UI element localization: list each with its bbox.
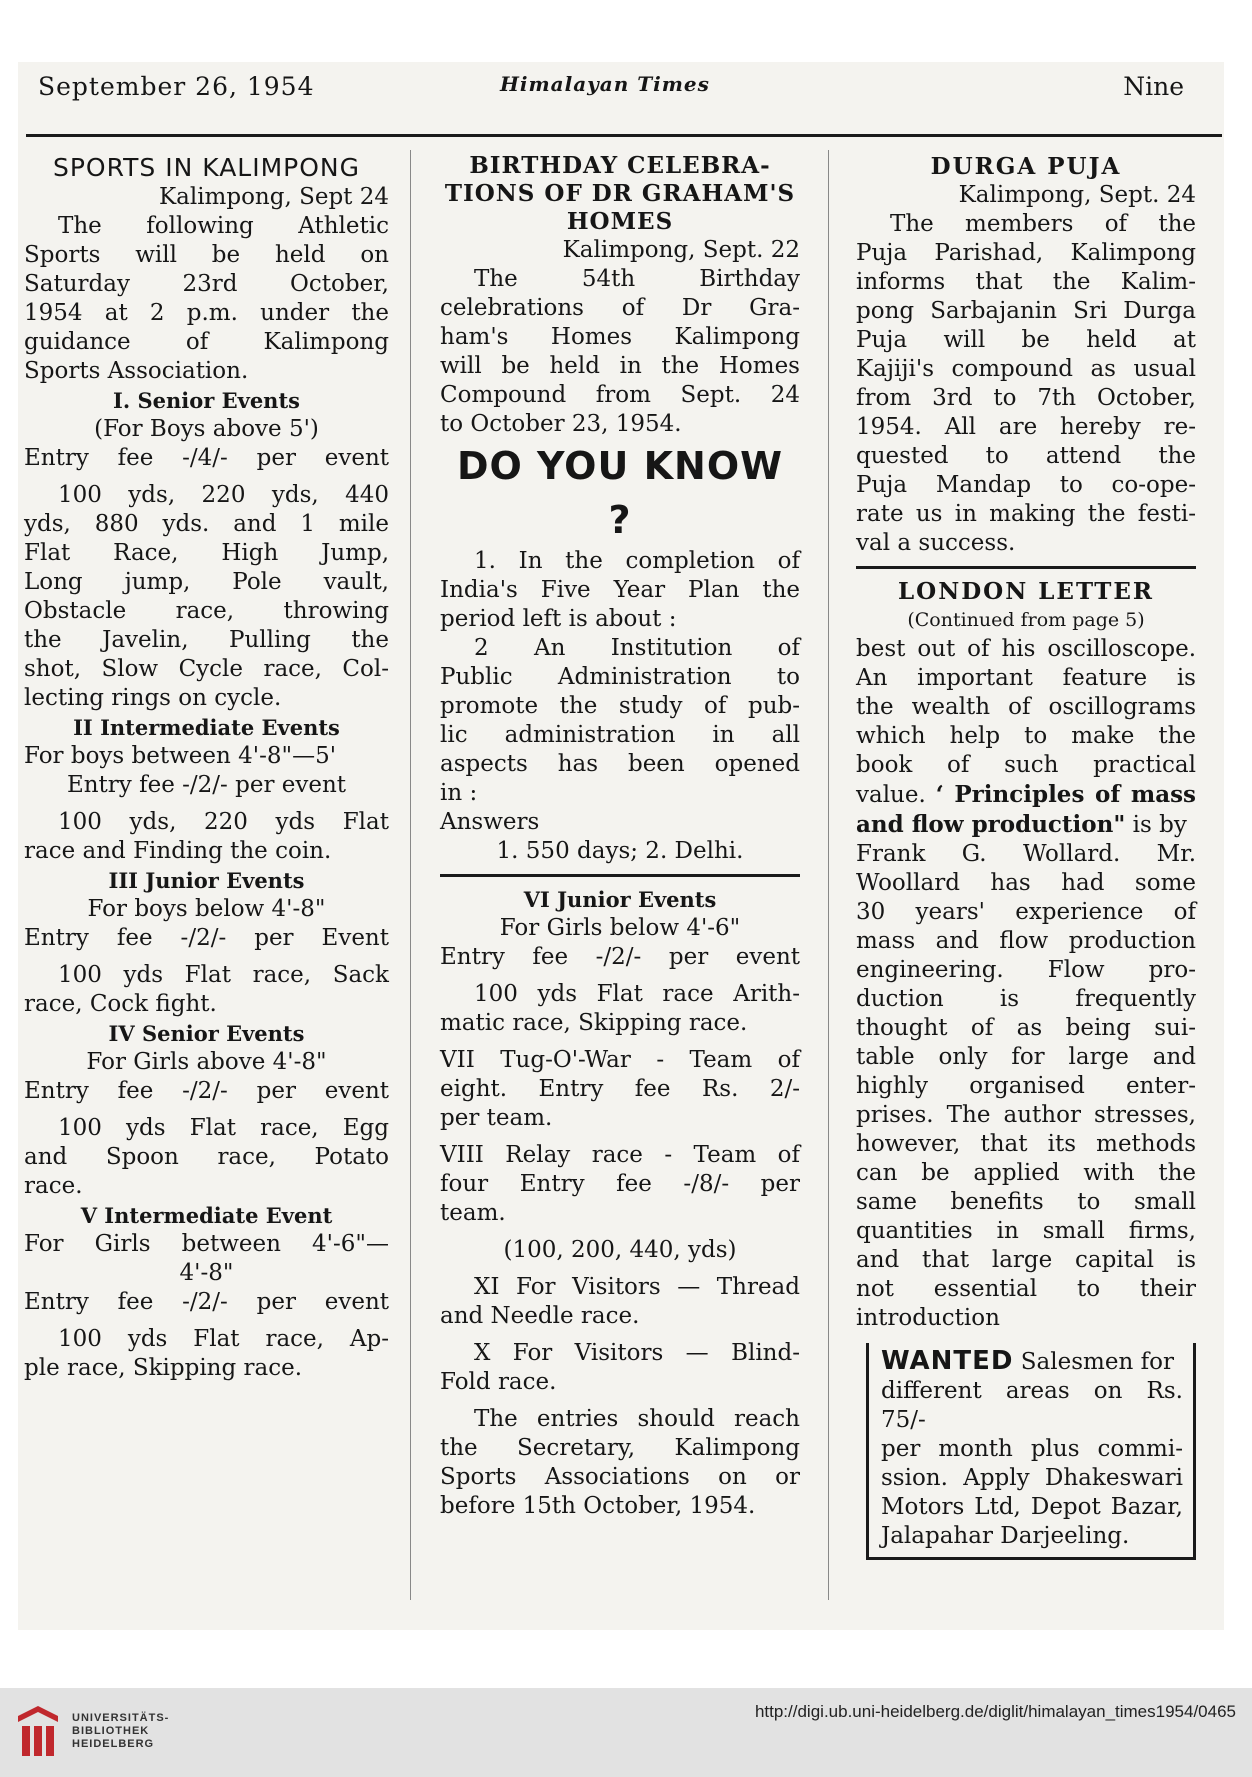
article-intro — [24, 212, 389, 386]
text-line: The entries should reach — [474, 1406, 800, 1432]
text-line: book of such practical — [856, 752, 1196, 778]
text-line: informs that the Kalim- — [856, 269, 1196, 295]
event-item: Fold race. — [440, 1369, 557, 1395]
dateline: Kalimpong, Sept 24 — [158, 184, 389, 210]
ad-text: Salesmen for — [1020, 1349, 1174, 1375]
text-line: value. — [856, 782, 926, 808]
event-line: Entry fee -/2/- per event — [24, 1078, 389, 1104]
event-item: X For Visitors — Blind- — [474, 1340, 800, 1366]
event-title: II Intermediate Events — [73, 715, 340, 740]
text-line: quested to attend the — [856, 443, 1196, 469]
text-line: not essential to their — [856, 1276, 1196, 1302]
event-item: race. — [24, 1173, 83, 1199]
event-item: 100 yds Flat race Arith- — [474, 981, 800, 1007]
event-item: the Javelin, Pulling the — [24, 627, 389, 653]
event-item: race and Finding the coin. — [24, 838, 332, 864]
text-line: is by — [1132, 812, 1187, 838]
library-footer — [0, 1688, 1252, 1777]
article-heading: TIONS OF DR GRAHAM'S — [444, 180, 796, 207]
event-item: and Needle race. — [440, 1303, 640, 1329]
library-name-line: UNIVERSITÄTS- — [72, 1712, 170, 1724]
event-item: Obstacle race, throwing — [24, 598, 389, 624]
event-item: yds, 880 yds. and 1 mile — [24, 511, 389, 537]
header-rule — [26, 134, 1222, 137]
quiz-line: lic administration in all — [440, 722, 800, 748]
text-line: however, that its methods — [856, 1131, 1196, 1157]
ad-line: Motors Ltd, Depot Bazar, — [881, 1494, 1183, 1520]
quiz-line: India's Five Year Plan the — [440, 577, 800, 603]
text-line: introduction — [856, 1305, 1000, 1331]
text-line: Compound from Sept. 24 — [440, 382, 800, 408]
event-item: (100, 200, 440, yds) — [503, 1237, 737, 1263]
event-item: 100 yds Flat race, Sack — [58, 962, 389, 988]
answers-label: Answers — [440, 809, 540, 835]
column-divider — [410, 150, 411, 1600]
event-item: VIII Relay race - Team of — [440, 1142, 800, 1168]
text-line: thought of as being sui- — [856, 1015, 1196, 1041]
text-line: the wealth of oscillograms — [856, 694, 1196, 720]
quiz-line: aspects has been opened — [440, 751, 800, 777]
text-line: can be applied with the — [856, 1160, 1196, 1186]
text-line: Puja Mandap to co-ope- — [856, 472, 1196, 498]
text-line: from 3rd to 7th October, — [856, 385, 1196, 411]
quiz-heading: DO YOU KNOW ? — [456, 444, 784, 542]
text-line: which help to make the — [856, 723, 1196, 749]
library-name-line: BIBLIOTHEK — [72, 1725, 150, 1737]
article-heading: DURGA PUJA — [930, 153, 1122, 180]
section-rule — [440, 874, 800, 877]
library-name — [72, 1712, 169, 1751]
quiz-line: 2 An Institution of — [474, 635, 800, 661]
event-title: III Junior Events — [108, 868, 305, 893]
text-line: will be held in the Homes — [440, 353, 800, 379]
event-item: 100 yds Flat race, Ap- — [58, 1326, 389, 1352]
text-line: table only for large and — [856, 1044, 1196, 1070]
column-sports — [24, 152, 389, 1383]
event-line: For Girls between 4'-6"— — [24, 1231, 389, 1257]
text-line: and that large capital is — [856, 1247, 1196, 1273]
text-line: Woollard has had some — [856, 870, 1196, 896]
text-line: ham's Homes Kalimpong — [440, 324, 800, 350]
wanted-advertisement — [866, 1343, 1196, 1560]
event-item: shot, Slow Cycle race, Col- — [24, 656, 389, 682]
library-logo-icon — [14, 1702, 62, 1762]
answers: 1. 550 days; 2. Delhi. — [496, 838, 744, 864]
library-name-line: HEIDELBERG — [72, 1738, 155, 1750]
event-line: Entry fee -/2/- per event — [24, 1289, 389, 1315]
quiz-line: in : — [440, 780, 478, 806]
event-item: 100 yds, 220 yds, 440 — [58, 482, 389, 508]
text-line: The members of the — [890, 211, 1196, 237]
text-line: best out of his oscilloscope. — [856, 636, 1196, 662]
text-line: 1954. All are hereby re- — [856, 414, 1196, 440]
book-title: ‘ Principles of mass and flow production" — [856, 781, 1197, 838]
event-item: Long jump, Pole vault, — [24, 569, 389, 595]
text-line: val a success. — [856, 530, 1016, 556]
event-item: per team. — [440, 1105, 553, 1131]
ad-title: WANTED — [881, 1346, 1014, 1376]
event-item: Flat Race, High Jump, — [24, 540, 389, 566]
text-line: Puja will be held at — [856, 327, 1196, 353]
text-line: celebrations of Dr Gra- — [440, 295, 800, 321]
text-line: An important feature is — [856, 665, 1196, 691]
text-line: quantities in small firms, — [856, 1218, 1196, 1244]
quiz-line: promote the study of pub- — [440, 693, 800, 719]
text-line: prises. The author stresses, — [856, 1102, 1196, 1128]
text-line: Puja Parishad, Kalimpong — [856, 240, 1196, 266]
event-item: and Spoon race, Potato — [24, 1144, 389, 1170]
event-item: matic race, Skipping race. — [440, 1010, 748, 1036]
text-line: Sports will be held on — [24, 242, 389, 268]
event-item: team. — [440, 1200, 506, 1226]
header-date: September 26, 1954 — [38, 72, 315, 101]
masthead-title: Himalayan Times — [500, 72, 710, 96]
quiz-line: 1. In the completion of — [474, 548, 800, 574]
event-title: I. Senior Events — [113, 388, 300, 413]
source-url-link[interactable]: http://digi.ub.uni-heidelberg.de/diglit/himalayan_times1954/0465 — [754, 1702, 1236, 1721]
article-heading: BIRTHDAY CELEBRA- — [469, 152, 771, 179]
text-line: 30 years' experience of — [856, 899, 1196, 925]
event-item: four Entry fee -/8/- per — [440, 1171, 800, 1197]
text-line: 1954 at 2 p.m. under the — [24, 300, 389, 326]
article-heading: SPORTS IN KALIMPONG — [52, 153, 361, 182]
dateline: Kalimpong, Sept. 24 — [958, 182, 1196, 208]
event-line: Entry fee -/4/- per event — [24, 445, 389, 471]
event-item: ple race, Skipping race. — [24, 1355, 303, 1381]
page-number: Nine — [1123, 72, 1184, 101]
ad-line: Jalapahar Darjeeling. — [881, 1523, 1130, 1549]
text-line: Sports Association. — [24, 358, 249, 384]
text-line: Sports Associations on or — [440, 1464, 800, 1490]
column-durga-puja — [856, 152, 1196, 1560]
event-title: IV Senior Events — [108, 1021, 305, 1046]
event-item: XI For Visitors — Thread — [474, 1274, 800, 1300]
event-line: For Girls above 4'-8" — [86, 1049, 327, 1075]
article-heading: HOMES — [566, 208, 674, 235]
event-title: VI Junior Events — [523, 887, 717, 912]
text-line: to October 23, 1954. — [440, 411, 682, 437]
text-line: the Secretary, Kalimpong — [440, 1435, 800, 1461]
section-rule — [856, 566, 1196, 569]
text-line: pong Sarbajanin Sri Durga — [856, 298, 1196, 324]
text-line: before 15th October, 1954. — [440, 1493, 756, 1519]
text-line: mass and flow production — [856, 928, 1196, 954]
ad-line: ssion. Apply Dhakeswari — [881, 1465, 1183, 1491]
event-line: Entry fee -/2/- per event — [440, 944, 800, 970]
event-item: 100 yds Flat race, Egg — [58, 1115, 389, 1141]
quiz-line: Public Administration to — [440, 664, 800, 690]
text-line: rate us in making the festi- — [856, 501, 1196, 527]
text-line: guidance of Kalimpong — [24, 329, 389, 355]
text-line: The 54th Birthday — [474, 266, 800, 292]
text-line: Saturday 23rd October, — [24, 271, 389, 297]
event-title: V Intermediate Event — [80, 1203, 333, 1228]
event-item: 100 yds, 220 yds Flat — [58, 809, 389, 835]
event-item: lecting rings on cycle. — [24, 685, 282, 711]
text-line: duction is frequently — [856, 986, 1196, 1012]
text-line: engineering. Flow pro- — [856, 957, 1196, 983]
text-line: Frank G. Wollard. Mr. — [856, 841, 1196, 867]
text-line: same benefits to small — [856, 1189, 1196, 1215]
ad-line — [881, 1347, 1183, 1377]
event-line: Entry fee -/2/- per event — [66, 772, 347, 798]
event-line: 4'-8" — [179, 1260, 234, 1286]
text-line: Kajiji's compound as usual — [856, 356, 1196, 382]
article-heading: LONDON LETTER — [898, 578, 1154, 605]
event-line: For Girls below 4'-6" — [499, 915, 741, 941]
event-line: For boys between 4'-8"—5' — [24, 743, 337, 769]
event-line: (For Boys above 5') — [94, 416, 319, 442]
ad-line: different areas on Rs. 75/- — [881, 1378, 1183, 1433]
quiz-line: period left is about : — [440, 606, 677, 632]
dateline: Kalimpong, Sept. 22 — [562, 237, 800, 263]
ad-line: per month plus commi- — [881, 1436, 1183, 1462]
event-item: eight. Entry fee Rs. 2/- — [440, 1076, 800, 1102]
event-line: For boys below 4'-8" — [87, 896, 326, 922]
text-line: The following Athletic — [58, 213, 389, 239]
event-line: Entry fee -/2/- per Event — [24, 925, 389, 951]
column-divider — [828, 150, 829, 1600]
column-birthday — [440, 152, 800, 1521]
continued-note: (Continued from page 5) — [907, 609, 1145, 631]
event-item: race, Cock fight. — [24, 991, 217, 1017]
event-item: VII Tug-O'-War - Team of — [440, 1047, 800, 1073]
text-line — [856, 780, 1196, 840]
text-line: highly organised enter- — [856, 1073, 1196, 1099]
